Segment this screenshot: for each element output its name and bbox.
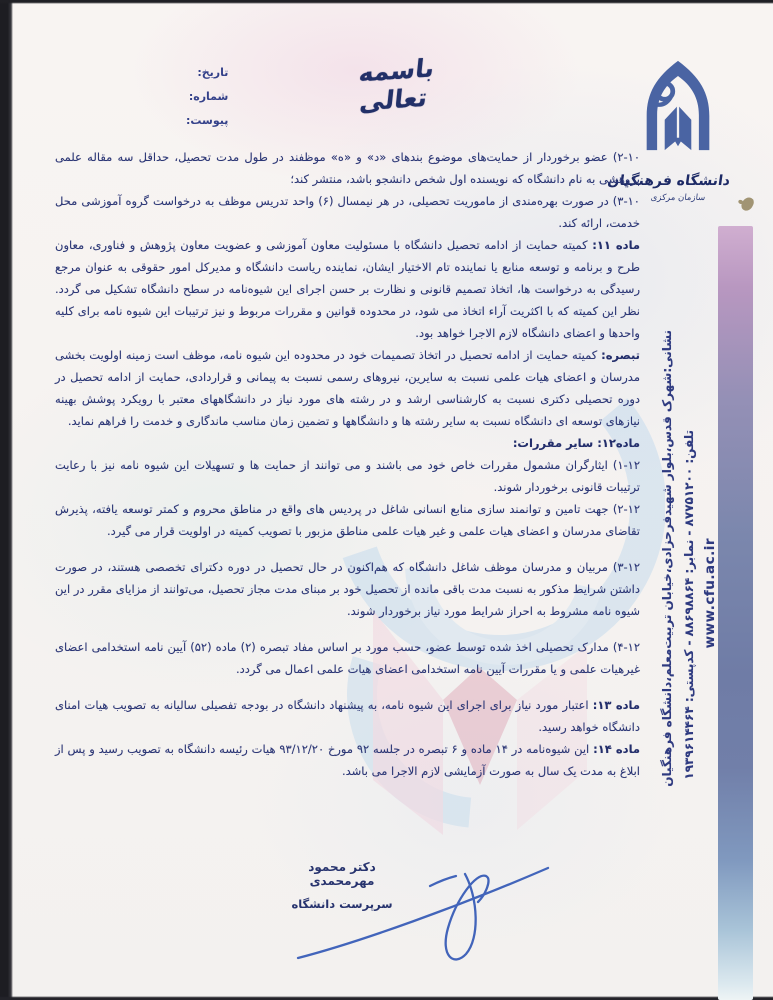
paragraph-text: کمیته حمایت از ادامه تحصیل دانشگاه با مسئولیت معاون آموزشی و عضویت معاون پژوهش و فناوری، معاون طرح و برنامه و توسعه منابع یا نماینده تام الاختیار ایشان، نماینده ریاست دانشگاه و مدیرکل امور حقوقی به عنوان مرجع رسیدگی به درخواست ها، اتخاذ تصمیم قانونی و نظارت بر حسن اجرای این شیوه‌نامه در سطح دانشگاه تشکیل می گردد. نظر این کمیته که با اکثریت آراء اتخاذ می شود، در محدوده قوانین و مقررات مربوط و نیز ترتیبات این شیوه نامه برای کلیه واحدها و اعضای دانشگاه لازم الاجرا خواهد بود.	[55, 238, 640, 340]
body-paragraph	[55, 344, 640, 432]
scan-speck	[740, 195, 756, 212]
signatory-title: سرپرست دانشگاه	[291, 897, 393, 911]
contact-line: تلفن: ۸۷۷۵۱۲۰۰ - نمابر: ۸۸۶۹۸۸۶۴ - کدپستی: ۱۹۳۹۶۱۴۴۶۴	[682, 430, 696, 780]
paragraph-lead: ماده ۱۴:	[593, 742, 641, 756]
paragraph-lead: ماده ۱۳:	[592, 698, 640, 712]
paragraph-text: کمیته حمایت از ادامه تحصیل در اتخاذ تصمیمات خود در محدوده این شیوه نامه، موظف است زمینه اولویت بخشی مدرسان و اعضای هیات علمی نسبت به سایرین، نیروهای رسمی نسبت به پیمانی و قراردادی، حمایت از ادامه تحصیل در دوره تحصیلی دکتری نسبت به کارشناسی ارشد و در رشته های مورد نیاز در دانشگاههای معتبر با رویکرد پوشش بهینه نیازهای توسعه ای دانشگاه نسبت به سایر رشته ها و دانشگاهها و تضمین زمان مناسب ماندگاری و خدمت را فراهم نماید.	[55, 348, 640, 428]
document-body	[55, 146, 640, 782]
paragraph-lead: ماده ۱۱:	[592, 238, 641, 252]
paragraph-text: ۱-۱۲) ایثارگران مشمول مقررات خاص خود می باشند و می توانند از حمایت ها و تسهیلات این شیوه نامه نیز با رعایت ترتیبات قانونی برخوردار شوند.	[55, 458, 640, 494]
organization-name: سازمان مرکزی	[650, 193, 706, 203]
body-paragraph	[55, 146, 640, 190]
bismillah-calligraphy: باسمه تعالی	[357, 53, 436, 117]
website-line: www.cfu.ac.ir	[702, 538, 718, 649]
paragraph-text: ۲-۱۰) عضو برخوردار از حمایت‌های موضوع بندهای «د» و «ه» موظفند در طول مدت تحصیل، حداقل سه مقاله علمی پژوهشی به نام دانشگاه که نویسنده اول شخص دانشجو باشد، منتشر کند؛	[55, 150, 640, 186]
letter-meta-fields	[186, 66, 228, 138]
paragraph-lead: ماده۱۲: سایر مقررات:	[512, 436, 640, 450]
paragraph-text: ۴-۱۲) مدارک تحصیلی اخذ شده توسط عضو، حسب مورد بر اساس مفاد تبصره (۲) ماده (۵۲) آیین نامه استخدامی اعضای غیرهیات علمی و یا مقررات آیین نامه استخدامی اعضای هیات علمی اعمال می گردد.	[55, 640, 640, 676]
paragraph-text: این شیوه‌نامه در ۱۴ ماده و ۶ تبصره در جلسه ۹۲ مورخ ۹۳/۱۲/۲۰ هیات رئیسه دانشگاه به تصویب رسید و پس از ابلاغ به مدت یک سال به صورت آزمایشی لازم الاجرا می باشد.	[55, 742, 640, 778]
sidebar-gradient-band	[718, 226, 753, 1000]
body-paragraph	[55, 694, 640, 738]
paragraph-lead: تبصره:	[601, 348, 640, 362]
address-line: نشانی:شهرک قدس،بلوار شهیدفرحزادی،خیابان تربیت‌معلم،دانشگاه فرهنگیان	[660, 330, 674, 787]
university-emblem-icon	[635, 58, 721, 170]
body-paragraph	[55, 498, 640, 542]
body-paragraph	[55, 636, 640, 680]
paragraph-text: ۳-۱۰) در صورت بهره‌مندی از ماموریت تحصیلی، در هر نیمسال (۶) واحد تدریس موظف به درخواست گروه آموزشی محل خدمت، ارائه کند.	[55, 194, 640, 230]
scan-edge-top	[0, 0, 773, 4]
body-paragraph	[55, 738, 640, 782]
body-paragraph	[55, 556, 640, 622]
university-name: دانشگاه فرهنگیان	[606, 173, 732, 189]
signatory-name: دکتر محمود مهرمحمدی	[308, 860, 376, 888]
number-label: شماره:	[188, 90, 229, 103]
attachment-label: پیوست:	[186, 114, 229, 127]
body-paragraph	[55, 432, 640, 454]
university-logo	[606, 58, 732, 203]
handwritten-signature	[280, 846, 570, 976]
paragraph-text: ۲-۱۲) جهت تامین و توانمند سازی منابع انسانی شاغل در پردیس های واقع در مناطق محروم و کمتر توسعه یافته، پذیرش تقاضای مدرسان و اعضای هیات علمی و غیر هیات علمی مناطق مزبور با تصویب کمیته در اولویت قرار می گیرد.	[55, 502, 640, 538]
body-paragraph	[55, 234, 640, 344]
body-paragraph	[55, 454, 640, 498]
scan-edge-bottom	[0, 996, 773, 1000]
scan-edge-left	[0, 0, 13, 1000]
paragraph-text: ۳-۱۲) مربیان و مدرسان موظف شاغل دانشگاه که هم‌اکنون در حال تحصیل در دوره دکترای تخصصی هستند، در صورت داشتن شرایط مذکور به نسبت مدت باقی مانده از تحصیل خود بر مبنای مدت مجاز تحصیل، می‌توانند از مزایای مقرر در این شیوه نامه مشروط به احراز شرایط مورد نیاز برخوردار شوند.	[55, 560, 640, 618]
paragraph-text: اعتبار مورد نیاز برای اجرای این شیوه نامه، به پیشنهاد دانشگاه در بودجه تفصیلی سالیانه به تصویب هیات امنای دانشگاه خواهد رسید.	[55, 698, 640, 734]
body-paragraph	[55, 190, 640, 234]
date-label: تاریخ:	[197, 66, 229, 79]
